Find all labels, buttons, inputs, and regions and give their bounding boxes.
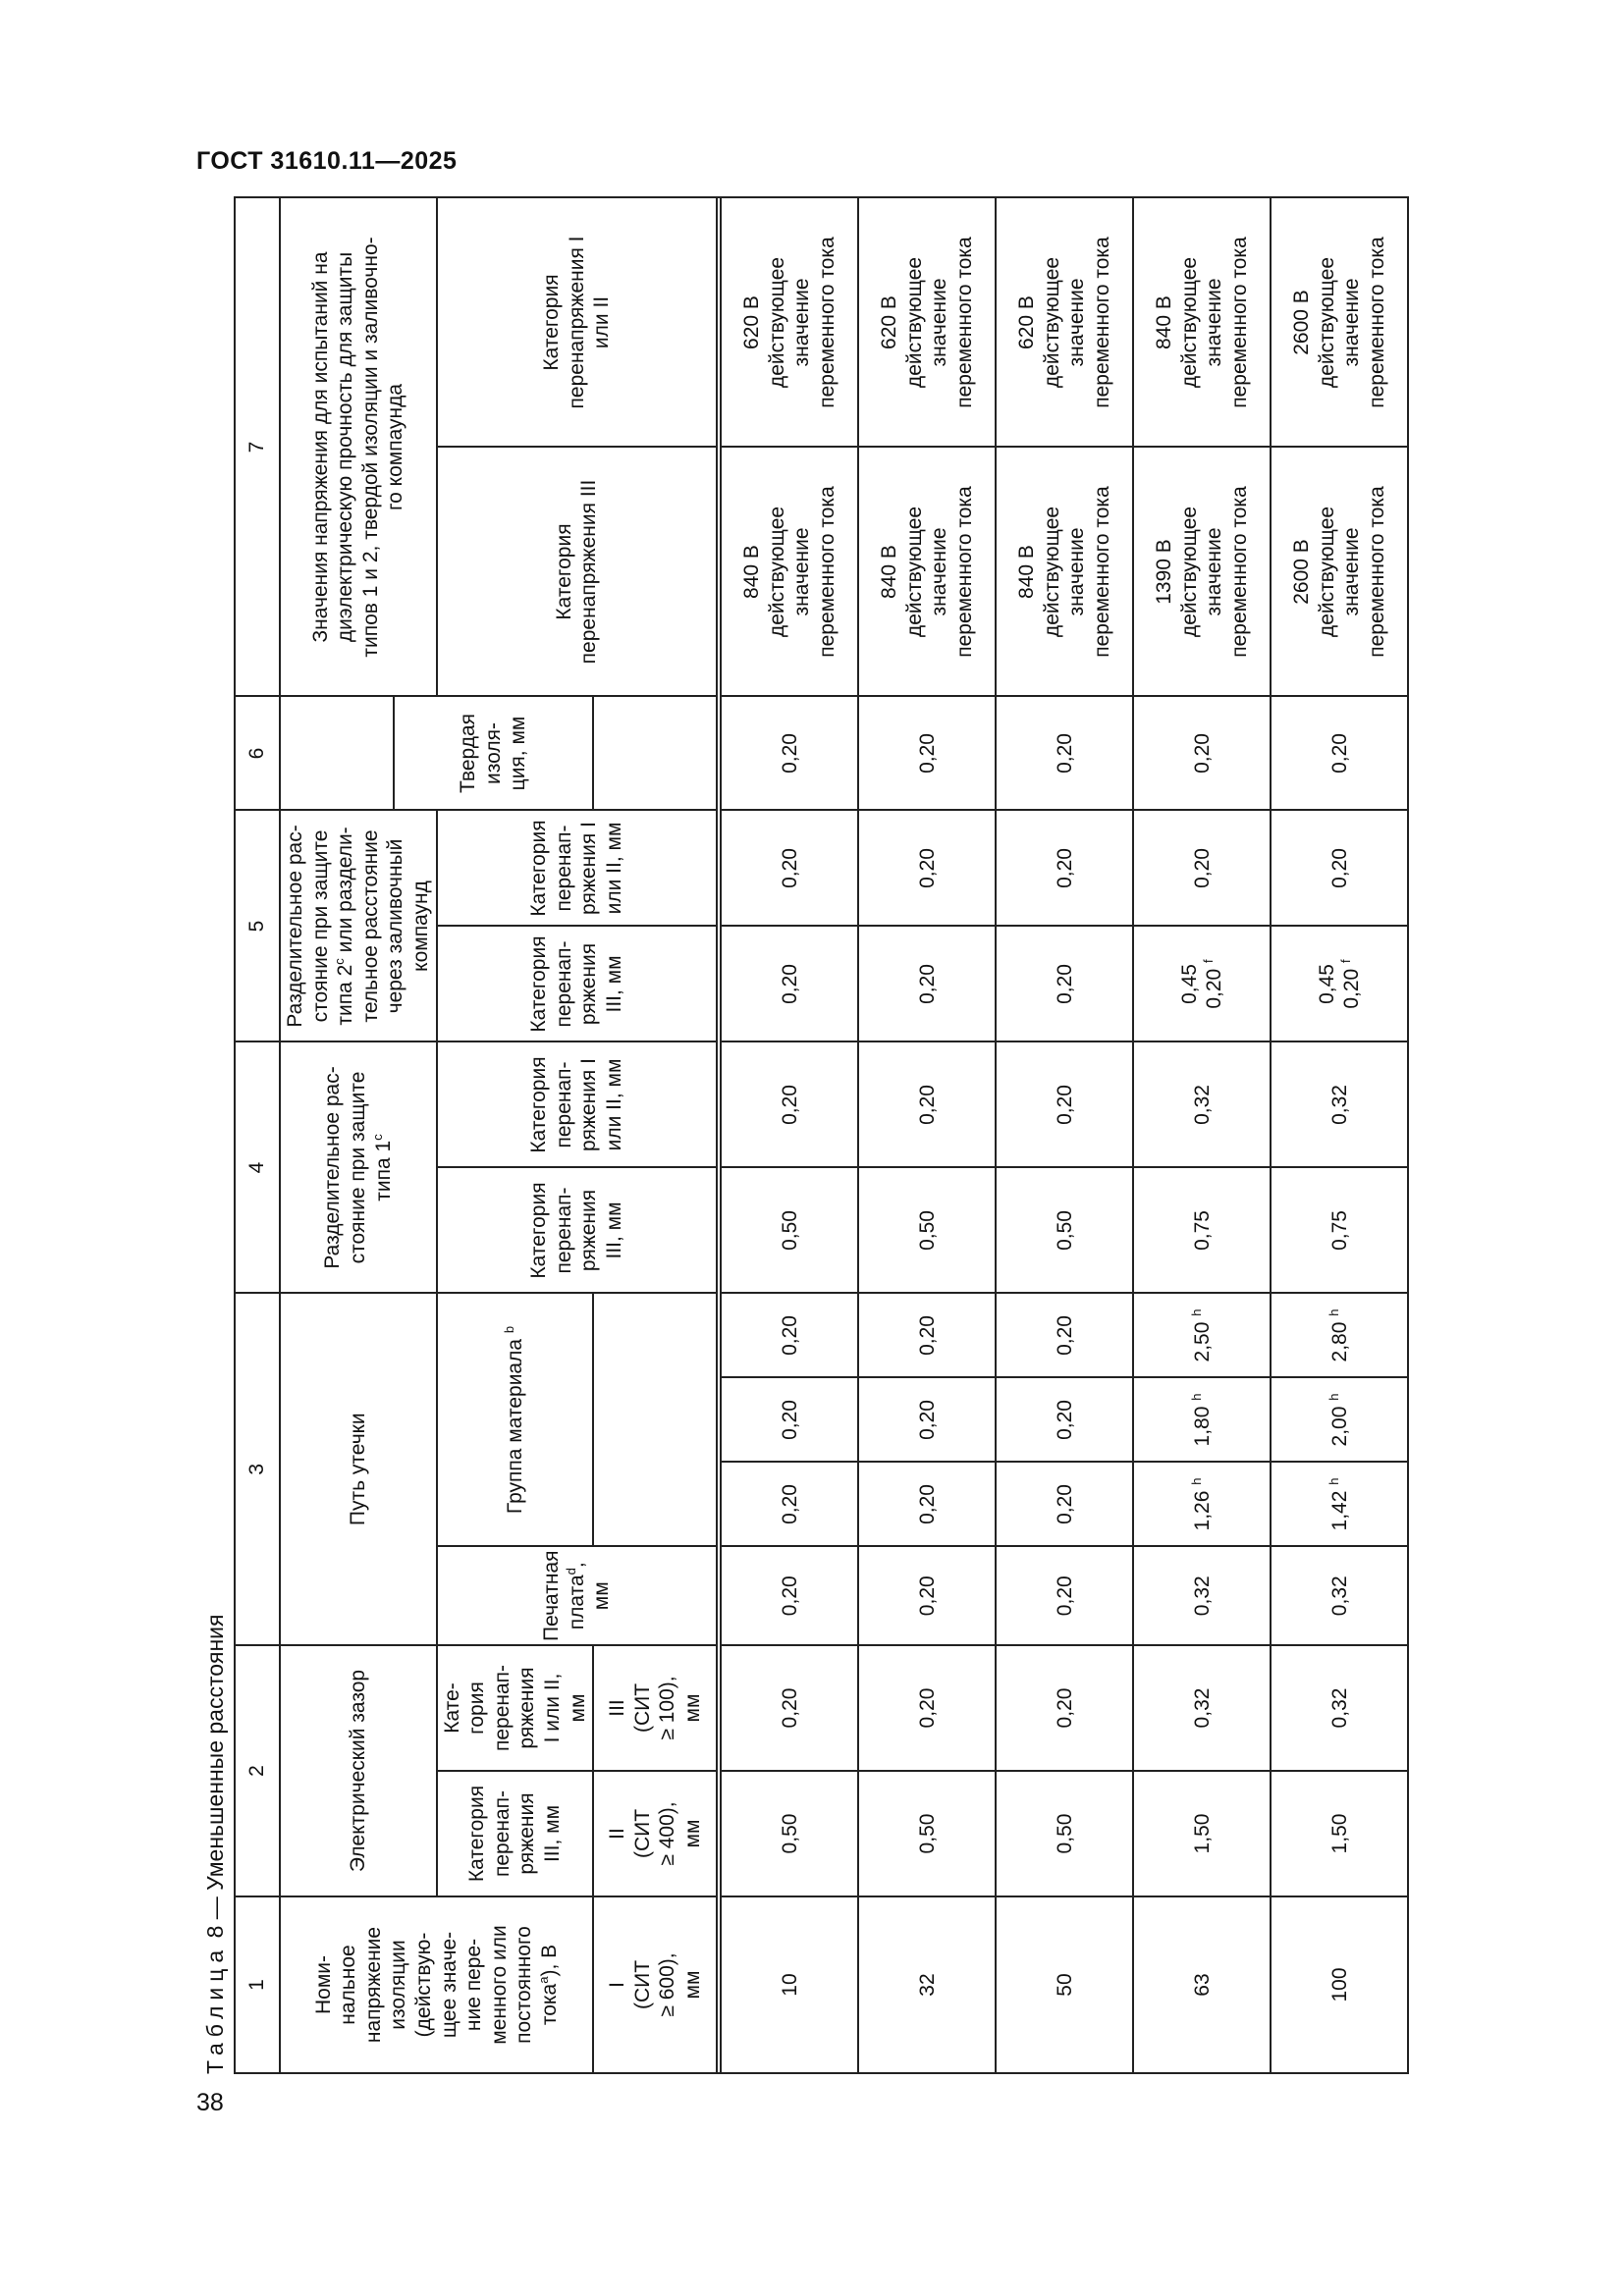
cell-group-ii: 2,00 $^h$ — [1271, 1377, 1408, 1462]
table-row — [996, 197, 1133, 2073]
header-type1-cat-iii: Категория перенап- ряжения III, мм — [437, 1167, 718, 1293]
table-row — [1133, 197, 1271, 2073]
cell-solid-insulation: 0,20 — [721, 696, 858, 810]
header-nominal-voltage: Номи- нальное напряжение изоляции (действую- щее значе- ние пере- менного или постоянного тока$^а$), В — [280, 1896, 593, 2073]
cell-clearance-iii: 0,50 — [721, 1771, 858, 1896]
cell-type1-iii: 0,75 — [1271, 1167, 1408, 1293]
header-clearance-cat-iii: Категория перенап- ряжения III, мм — [437, 1771, 594, 1896]
cell-type2-iii: 0,20 — [996, 926, 1133, 1041]
cell-pcb: 0,32 — [1271, 1546, 1408, 1645]
cell-solid-insulation: 0,20 — [1271, 696, 1408, 810]
cell-test-iii: 1390 В действующее значение переменного тока — [1133, 447, 1271, 696]
cell-type1-i-ii: 0,32 — [1271, 1041, 1408, 1167]
cell-group-iii: 0,20 — [721, 1293, 858, 1377]
cell-group-ii: 0,20 — [721, 1377, 858, 1462]
cell-group-i: 0,20 — [858, 1462, 996, 1546]
header-solid-insulation-blank — [280, 696, 394, 810]
header-pcb: Печатная плата$^d$, мм — [437, 1546, 718, 1645]
cell-group-iii: 2,80 $^h$ — [1271, 1293, 1408, 1377]
cell-test-i-ii: 2600 В действующее значение переменного тока — [1271, 197, 1408, 447]
header-separation-type1: Разделительное рас- стояние при защите типа 1$^c$ — [280, 1041, 437, 1293]
column-number: 7 — [235, 197, 280, 696]
cell-type1-i-ii: 0,20 — [996, 1041, 1133, 1167]
cell-group-i: 1,42 $^h$ — [1271, 1462, 1408, 1546]
cell-solid-insulation: 0,20 — [858, 696, 996, 810]
cell-voltage: 10 — [721, 1896, 858, 2073]
cell-type2-i-ii: 0,20 — [1133, 810, 1271, 926]
cell-group-iii: 2,50 $^h$ — [1133, 1293, 1271, 1377]
header-type2-cat-i-ii: Категория перенап- ряжения I или II, мм — [437, 810, 718, 926]
column-number: 4 — [235, 1041, 280, 1293]
cell-type1-i-ii: 0,32 — [1133, 1041, 1271, 1167]
cell-group-i: 0,20 — [721, 1462, 858, 1546]
column-number: 3 — [235, 1293, 280, 1645]
reduced-distances-table — [234, 196, 1409, 2074]
cell-solid-insulation: 0,20 — [996, 696, 1133, 810]
header-material-group: Группа материала $^b$ — [437, 1293, 594, 1546]
cell-solid-insulation: 0,20 — [1133, 696, 1271, 810]
cell-group-ii: 1,80 $^h$ — [1133, 1377, 1271, 1462]
cell-type2-iii: 0,45 0,20 $^f$ — [1133, 926, 1271, 1041]
header-solid-insulation: Твердая изоля- ция, мм — [394, 696, 593, 810]
cell-type2-iii: 0,20 — [721, 926, 858, 1041]
cell-clearance-iii: 1,50 — [1271, 1771, 1408, 1896]
header-test-cat-i-ii: Категория перенапряжения I или II — [437, 197, 718, 447]
cell-group-ii: 0,20 — [996, 1377, 1133, 1462]
cell-clearance-i-ii: 0,20 — [996, 1645, 1133, 1771]
document-header: ГОСТ 31610.11—2025 — [196, 147, 458, 175]
header-row — [280, 197, 394, 2073]
table-caption — [196, 1615, 234, 2074]
cell-voltage: 32 — [858, 1896, 996, 2073]
cell-clearance-i-ii: 0,20 — [721, 1645, 858, 1771]
table-caption-prefix: Таблица — [202, 1944, 228, 2074]
cell-voltage: 100 — [1271, 1896, 1408, 2073]
cell-test-i-ii: 840 В действующее значение переменного тока — [1133, 197, 1271, 447]
cell-group-i: 0,20 — [996, 1462, 1133, 1546]
rotated-table-block — [196, 8, 1388, 2109]
cell-clearance-i-ii: 0,32 — [1133, 1645, 1271, 1771]
cell-type2-iii: 0,20 — [858, 926, 996, 1041]
column-number: 5 — [235, 810, 280, 1041]
page-number: 38 — [196, 2089, 224, 2116]
cell-group-iii: 0,20 — [996, 1293, 1133, 1377]
cell-pcb: 0,20 — [721, 1546, 858, 1645]
table-caption-title: 8 — Уменьшенные расстояния — [202, 1614, 228, 1939]
header-type1-cat-i-ii: Категория перенап- ряжения I или II, мм — [437, 1041, 718, 1167]
header-separation-type2: Разделительное рас- стояние при защите типа 2$^c$ или раздели- тельное расстояние через заливочный компаунд — [280, 810, 437, 1041]
header-group-iii: III (СИТ ≥ 100), мм — [593, 1645, 717, 1771]
cell-group-ii: 0,20 — [858, 1377, 996, 1462]
cell-clearance-iii: 0,50 — [858, 1771, 996, 1896]
cell-pcb: 0,20 — [858, 1546, 996, 1645]
cell-voltage: 63 — [1133, 1896, 1271, 2073]
cell-type1-i-ii: 0,20 — [858, 1041, 996, 1167]
header-group-i: I (СИТ ≥ 600), мм — [593, 1896, 717, 2073]
cell-pcb: 0,32 — [1133, 1546, 1271, 1645]
column-number: 1 — [235, 1896, 280, 2073]
cell-clearance-i-ii: 0,32 — [1271, 1645, 1408, 1771]
table-row — [721, 197, 858, 2073]
cell-test-iii: 2600 В действующее значение переменного тока — [1271, 447, 1408, 696]
header-test-cat-iii: Категория перенапряжения III — [437, 447, 718, 696]
header-row — [437, 197, 594, 2073]
cell-type1-iii: 0,50 — [996, 1167, 1133, 1293]
cell-type1-iii: 0,50 — [858, 1167, 996, 1293]
cell-type1-i-ii: 0,20 — [721, 1041, 858, 1167]
header-clearance: Электрический зазор — [280, 1645, 437, 1896]
header-group-ii: II (СИТ ≥ 400), мм — [593, 1771, 717, 1896]
table-row — [858, 197, 996, 2073]
cell-test-iii: 840 В действующее значение переменного тока — [858, 447, 996, 696]
cell-clearance-i-ii: 0,20 — [858, 1645, 996, 1771]
header-type2-cat-iii: Категория перенап- ряжения III, мм — [437, 926, 718, 1041]
cell-pcb: 0,20 — [996, 1546, 1133, 1645]
cell-test-iii: 840 В действующее значение переменного тока — [996, 447, 1133, 696]
cell-voltage: 50 — [996, 1896, 1133, 2073]
header-clearance-cat-i-ii: Кате- гория перенап- ряжения I или II, мм — [437, 1645, 594, 1771]
cell-type2-i-ii: 0,20 — [858, 810, 996, 926]
cell-group-i: 1,26 $^h$ — [1133, 1462, 1271, 1546]
cell-type2-i-ii: 0,20 — [721, 810, 858, 926]
cell-test-i-ii: 620 В действующее значение переменного тока — [996, 197, 1133, 447]
cell-test-i-ii: 620 В действующее значение переменного тока — [721, 197, 858, 447]
cell-type2-iii: 0,45 0,20 $^f$ — [1271, 926, 1408, 1041]
header-creepage: Путь утечки — [280, 1293, 437, 1645]
cell-type2-i-ii: 0,20 — [996, 810, 1133, 926]
header-test-voltage: Значения напряжения для испытаний на диэлектрическую прочность для защиты типов 1 и 2, твердой изоляции и заливочно- го компаунда — [280, 197, 437, 696]
cell-clearance-iii: 1,50 — [1133, 1771, 1271, 1896]
column-number: 6 — [235, 696, 280, 810]
cell-type1-iii: 0,50 — [721, 1167, 858, 1293]
cell-clearance-iii: 0,50 — [996, 1771, 1133, 1896]
cell-type2-i-ii: 0,20 — [1271, 810, 1408, 926]
cell-group-iii: 0,20 — [858, 1293, 996, 1377]
cell-test-i-ii: 620 В действующее значение переменного тока — [858, 197, 996, 447]
column-number: 2 — [235, 1645, 280, 1896]
cell-test-iii: 840 В действующее значение переменного тока — [721, 447, 858, 696]
column-number-row — [235, 197, 280, 2073]
cell-type1-iii: 0,75 — [1133, 1167, 1271, 1293]
table-row — [1271, 197, 1408, 2073]
